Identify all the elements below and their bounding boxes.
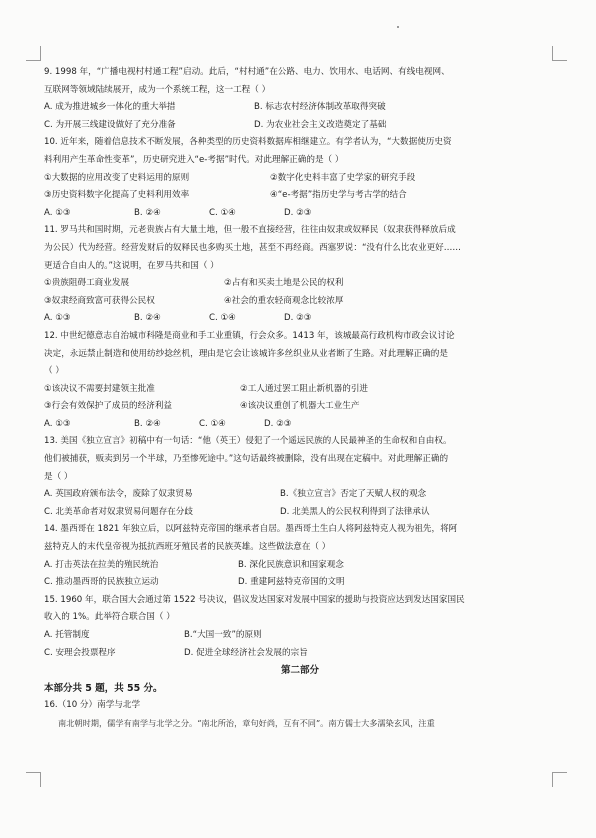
option-a[interactable]: A. 打击英法在拉美的殖民统治 <box>44 559 159 570</box>
question-stem: 9. 1998 年，“广播电视村村通工程”启动。此后，“村村通”在公路、电力、饮用水、电话网、有线电视网、 <box>44 67 450 77</box>
statement-3: ③行会有效保护了成员的经济利益 <box>44 401 173 412</box>
option-d[interactable]: D. 促进全球经济社会发展的宗旨 <box>184 647 308 658</box>
option-row <box>44 504 556 522</box>
statement-row <box>44 187 556 205</box>
question-stem: 10. 近年来，随着信息技术不断发展，各种类型的历史资料数据库相继建立。有学者认为，“大数据使历史资 <box>44 137 452 148</box>
option-c[interactable]: C. ①④ <box>199 418 226 429</box>
option-d[interactable]: D. 为农业社会主义改造奠定了基础 <box>254 119 387 130</box>
section-title: 第二部分 <box>280 665 319 677</box>
question-stem: 料利用产生革命性变革”，历史研究进入“e-考据”时代。对此理解正确的是（ ） <box>44 154 344 165</box>
question-stem: 11. 罗马共和国时期，元老贵族占有大量土地，但一般不直接经营，往往由奴隶或奴释民（奴隶获得释放后成 <box>44 225 456 236</box>
option-b[interactable]: B. 深化民族意识和国家观念 <box>238 559 344 570</box>
question-stem: 为公民）代为经营。经营发财后的奴释民也多购买土地，甚至不再经商。西塞罗说：“没有什么比农业更好…… <box>44 242 461 253</box>
option-c[interactable]: C. 北美革命者对奴隶贸易问题存在分歧 <box>44 506 193 517</box>
question-16-heading: 16.（10 分）南学与北学 <box>44 700 141 711</box>
statement-4: ④该决议重创了机器大工业生产 <box>240 401 360 412</box>
option-row <box>44 557 556 575</box>
section-note: 本部分共 5 题，共 55 分。 <box>44 682 163 694</box>
statement-3: ③奴隶经商致富可获得公民权 <box>44 295 155 306</box>
option-d[interactable]: D. 北美黑人的公民权利得到了法律承认 <box>280 506 430 517</box>
statement-row <box>44 398 556 416</box>
option-a[interactable]: A. 成为推进城乡一体化的重大举措 <box>44 102 176 113</box>
question-15 <box>44 592 556 662</box>
question-10 <box>44 134 556 222</box>
option-a[interactable]: A. 英国政府颁布法令，废除了奴隶贸易 <box>44 489 193 500</box>
option-row <box>44 310 556 328</box>
option-d[interactable]: D. ②③ <box>284 313 312 324</box>
option-b[interactable]: B. ②④ <box>134 313 161 324</box>
question-12 <box>44 328 556 434</box>
option-row <box>44 486 556 504</box>
statement-row <box>44 275 556 293</box>
option-b[interactable]: B. ②④ <box>134 418 161 429</box>
option-d[interactable]: D. ②③ <box>264 418 292 429</box>
question-stem: 12. 中世纪德意志自治城市科隆是商业和手工业重镇，行会众多。1413 年，该城最高行政机构市政会议讨论 <box>44 330 455 341</box>
question-stem: 15. 1960 年，联合国大会通过第 1522 号决议，倡议发达国家对发展中国家的援助与投资应达到发达国家国民 <box>44 594 465 605</box>
page-dot <box>397 26 399 28</box>
option-d[interactable]: D. ②③ <box>284 207 312 218</box>
question-stem: 决定，永远禁止制造和使用纺纱捻丝机，理由是它会让该城许多丝织业从业者断了生路。对此理解正确的是 <box>44 348 448 359</box>
statement-4: ④“e-考据”指历史学与考古学的结合 <box>270 190 407 201</box>
option-row <box>44 117 556 135</box>
question-9 <box>44 64 556 134</box>
statement-1: ①大数据的应用改变了史料运用的原则 <box>44 172 190 183</box>
question-stem: 互联网等领域陆续展开，成为一个系统工程，这一工程（ ） <box>44 84 271 95</box>
option-b[interactable]: B. 标志农村经济体制改革取得突破 <box>254 102 386 113</box>
question-stem: 14. 墨西哥在 1821 年独立后，以阿兹特克帝国的继承者自居。墨西哥土生白人将阿兹特克人视为祖先，将阿 <box>44 524 458 535</box>
question-11 <box>44 222 556 328</box>
question-stem: 更适合自由人的。”这说明，在罗马共和国（ ） <box>44 260 219 271</box>
question-stem: 兹特克人的末代皇帝视为抵抗西班牙殖民者的民族英雄。这些做法意在（ ） <box>44 542 331 553</box>
crop-mark-top-right <box>552 46 567 61</box>
question-stem: 13. 美国《独立宣言》初稿中有一句话：“他（英王）侵犯了一个遥远民族的人民最神圣的生命权和自由权。 <box>44 436 452 447</box>
statement-2: ②工人通过罢工阻止新机器的引进 <box>240 383 369 394</box>
option-c[interactable]: C. ①④ <box>209 313 236 324</box>
statement-1: ①该决议不需要封建领主批准 <box>44 383 155 394</box>
statement-row <box>44 293 556 311</box>
option-c[interactable]: C. 推动墨西哥的民族独立运动 <box>44 577 159 588</box>
option-a[interactable]: A. ①③ <box>44 418 71 429</box>
option-d[interactable]: D. 重建阿兹特克帝国的文明 <box>238 577 345 588</box>
crop-mark-bottom-right <box>552 772 567 787</box>
option-row <box>44 627 556 645</box>
statement-1: ①贵族阻碍工商业发展 <box>44 278 130 289</box>
statement-row <box>44 381 556 399</box>
option-row <box>44 416 556 434</box>
source-text: 南北朝时期，儒学有南学与北学之分。“南北所治，章句好尚，互有不同”。南方儒士大多濡染玄风，注重 <box>58 717 435 728</box>
statement-row <box>44 170 556 188</box>
page-content <box>44 64 556 733</box>
part-2 <box>44 662 556 732</box>
option-a[interactable]: A. 托管制度 <box>44 630 90 640</box>
statement-2: ②占有和买卖土地是公民的权利 <box>224 278 344 289</box>
question-14 <box>44 521 556 591</box>
question-stem: （ ） <box>44 366 64 377</box>
option-c[interactable]: C. 为开展三线建设做好了充分准备 <box>44 119 176 130</box>
option-a[interactable]: A. ①③ <box>44 207 71 218</box>
crop-mark-top-left <box>26 46 41 61</box>
option-b[interactable]: B. ②④ <box>134 207 161 218</box>
option-row <box>44 205 556 223</box>
option-row <box>44 574 556 592</box>
statement-2: ②数字化史料丰富了史学家的研究手段 <box>270 172 416 183</box>
question-13 <box>44 433 556 521</box>
crop-mark-bottom-left <box>26 772 41 787</box>
option-c[interactable]: C. 安理会投票程序 <box>44 647 116 658</box>
option-b[interactable]: B.“大国一致”的原则 <box>184 630 262 640</box>
option-a[interactable]: A. ①③ <box>44 313 71 324</box>
option-b[interactable]: B.《独立宣言》否定了天赋人权的观念 <box>280 489 427 500</box>
option-row <box>44 645 556 663</box>
statement-4: ④社会的重农轻商观念比较浓厚 <box>224 295 344 306</box>
question-stem: 收入的 1%。此举符合联合国（ ） <box>44 612 175 623</box>
question-stem: 他们被捕获，贩卖到另一个半球，乃至惨死途中。”这句话最终被删除，没有出现在定稿中。对此理解正确的 <box>44 454 449 465</box>
statement-3: ③历史资料数字化提高了史料利用效率 <box>44 190 190 201</box>
option-row <box>44 99 556 117</box>
question-stem: 是（ ） <box>44 471 73 482</box>
option-c[interactable]: C. ①④ <box>209 207 236 218</box>
